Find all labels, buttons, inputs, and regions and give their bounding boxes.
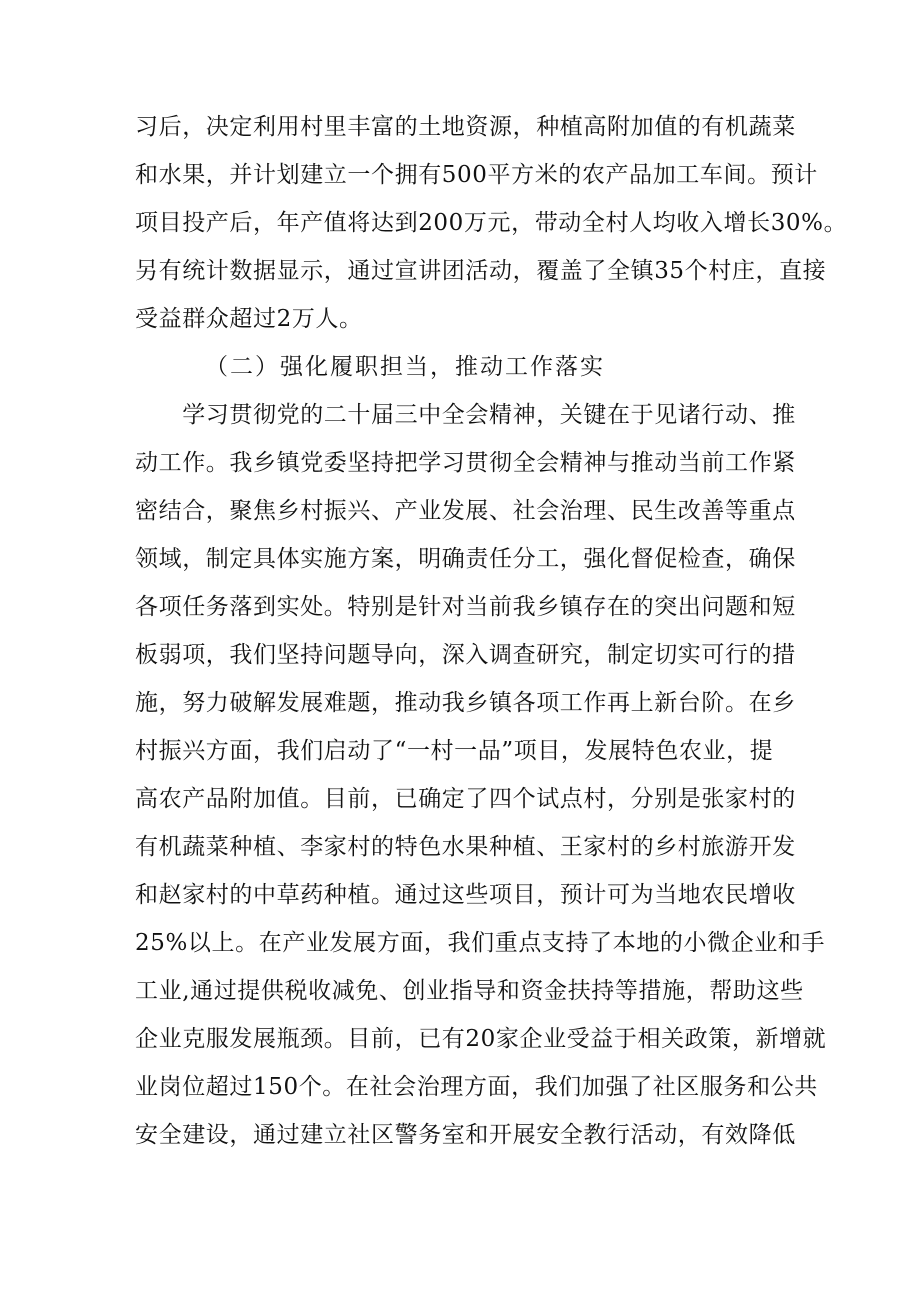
paragraph-2-line: 高农产品附加值。目前，已确定了四个试点村，分别是张家村的 (135, 786, 796, 812)
paragraph-2-line: 和赵家村的中草药种植。通过这些项目，预计可为当地农民增收 (135, 882, 796, 908)
paragraph-2-line: 施，努力破解发展难题，推动我乡镇各项工作再上新台阶。在乡 (135, 690, 796, 716)
paragraph-2-line: 动工作。我乡镇党委坚持把学习贯彻全会精神与推动当前工作紧 (135, 450, 796, 476)
paragraph-2-line: 学习贯彻党的二十届三中全会精神，关键在于见诸行动、推 (135, 402, 796, 428)
paragraph-1-line: 习后，决定利用村里丰富的土地资源，种植高附加值的有机蔬菜 (135, 114, 796, 140)
paragraph-2-line: 业岗位超过150个。在社会治理方面，我们加强了社区服务和公共 (135, 1074, 818, 1100)
section-heading: （二）强化履职担当，推动工作落实 (205, 354, 605, 380)
paragraph-2-line: 安全建设，通过建立社区警务室和开展安全教行活动，有效降低 (135, 1122, 796, 1148)
paragraph-2-line: 工业,通过提供税收减免、创业指导和资金扶持等措施，帮助这些 (135, 978, 804, 1004)
paragraph-2-line: 领域，制定具体实施方案，明确责任分工，强化督促检查，确保 (135, 546, 796, 572)
paragraph-2-line: 板弱项，我们坚持问题导向，深入调查研究，制定切实可行的措 (135, 642, 796, 668)
paragraph-1-line: 项目投产后，年产值将达到200万元，带动全村人均收入增长30%。 (135, 210, 848, 236)
paragraph-1-line: 和水果，并计划建立一个拥有500平方米的农产品加工车间。预计 (135, 162, 818, 188)
paragraph-2-line: 25%以上。在产业发展方面，我们重点支持了本地的小微企业和手 (135, 930, 826, 956)
paragraph-2-line: 村振兴方面，我们启动了“一村一品”项目，发展特色农业，提 (135, 738, 774, 764)
paragraph-1-line: 受益群众超过2万人。 (135, 306, 363, 332)
paragraph-2-line: 密结合，聚焦乡村振兴、产业发展、社会治理、民生改善等重点 (135, 498, 796, 524)
paragraph-1-line: 另有统计数据显示，通过宣讲团活动，覆盖了全镇35个村庄，直接 (135, 258, 827, 284)
paragraph-2-line: 有机蔬菜种植、李家村的特色水果种植、王家村的乡村旅游开发 (135, 834, 796, 860)
paragraph-2-line: 各项任务落到实处。特别是针对当前我乡镇存在的突出问题和短 (135, 594, 796, 620)
paragraph-2-line: 企业克服发展瓶颈。目前，已有20家企业受益于相关政策，新增就 (135, 1026, 827, 1052)
